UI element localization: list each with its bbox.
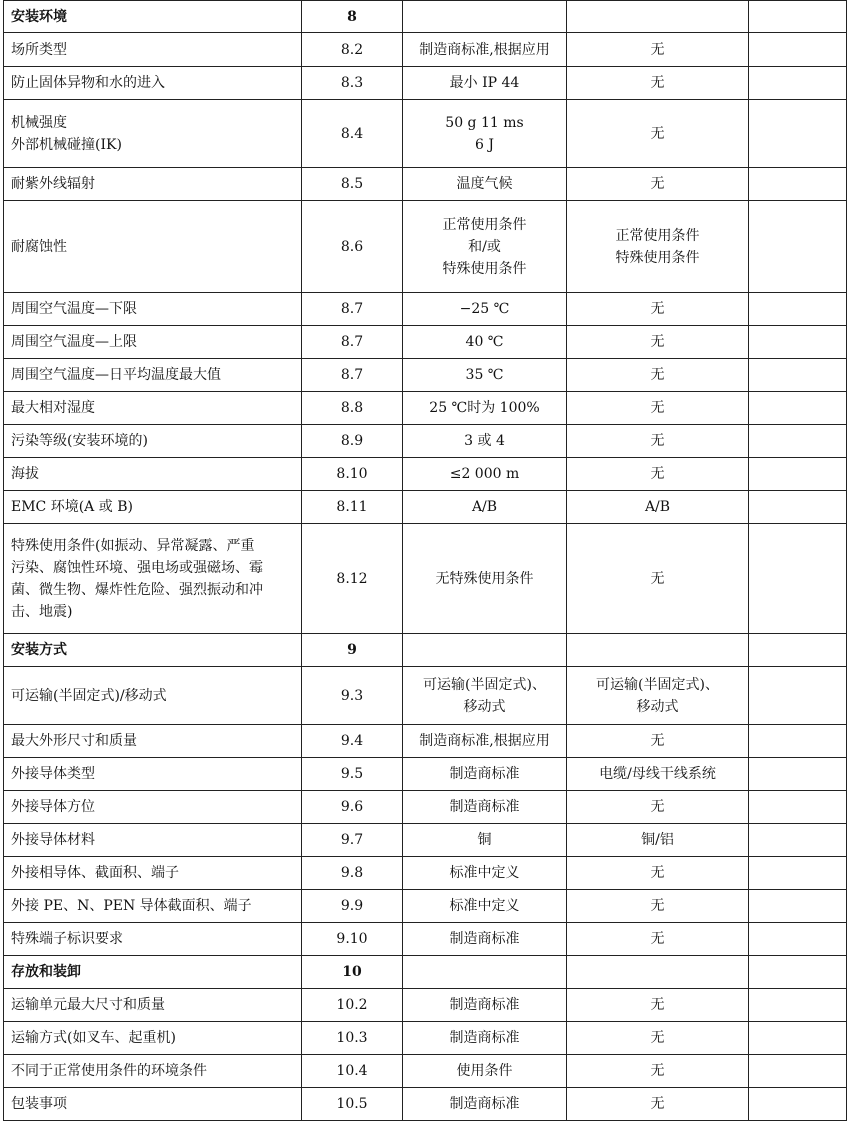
clause-number-cell: 10.2 — [302, 989, 403, 1022]
clause-number-cell: 10 — [302, 956, 403, 989]
section-header-row — [4, 956, 847, 989]
table-row — [4, 458, 847, 491]
table-row — [4, 425, 847, 458]
user-requirement-cell: 无 — [567, 293, 749, 326]
clause-number-cell: 8.11 — [302, 491, 403, 524]
table-row — [4, 824, 847, 857]
user-requirement-cell: 无 — [567, 923, 749, 956]
user-requirement-cell: 无 — [567, 326, 749, 359]
note-cell — [749, 392, 847, 425]
default-value-cell: 50 g 11 ms 6 J — [403, 100, 567, 168]
note-cell — [749, 67, 847, 100]
user-requirement-cell: A/B — [567, 491, 749, 524]
item-name-cell: 特殊使用条件(如振动、异常凝露、严重 污染、腐蚀性环境、强电场或强磁场、霉 菌、微生物、爆炸性危险、强烈振动和冲 击、地震) — [4, 524, 302, 634]
clause-number-cell: 9.7 — [302, 824, 403, 857]
note-cell — [749, 201, 847, 293]
note-cell — [749, 359, 847, 392]
clause-number-cell: 8.7 — [302, 293, 403, 326]
item-name-cell: 耐腐蚀性 — [4, 201, 302, 293]
note-cell — [749, 791, 847, 824]
clause-number-cell: 8.8 — [302, 392, 403, 425]
note-cell — [749, 1055, 847, 1088]
clause-number-cell: 10.5 — [302, 1088, 403, 1121]
note-cell — [749, 824, 847, 857]
user-requirement-cell: 无 — [567, 725, 749, 758]
user-requirement-cell: 正常使用条件 特殊使用条件 — [567, 201, 749, 293]
default-value-cell: 铜 — [403, 824, 567, 857]
item-name-cell: 包装事项 — [4, 1088, 302, 1121]
default-value-cell: 制造商标准 — [403, 791, 567, 824]
table-row — [4, 1055, 847, 1088]
default-value-cell: 35 ℃ — [403, 359, 567, 392]
item-name-cell: 外接导体材料 — [4, 824, 302, 857]
table-row — [4, 890, 847, 923]
clause-number-cell: 8.2 — [302, 33, 403, 67]
item-name-cell: 机械强度 外部机械碰撞(IK) — [4, 100, 302, 168]
user-requirement-cell — [567, 956, 749, 989]
default-value-cell: 最小 IP 44 — [403, 67, 567, 100]
clause-number-cell: 9.10 — [302, 923, 403, 956]
table-row — [4, 1088, 847, 1121]
default-value-cell: 3 或 4 — [403, 425, 567, 458]
note-cell — [749, 923, 847, 956]
table-row — [4, 100, 847, 168]
clause-number-cell: 9.3 — [302, 667, 403, 725]
clause-number-cell: 8.4 — [302, 100, 403, 168]
default-value-cell: 可运输(半固定式)、 移动式 — [403, 667, 567, 725]
table-row — [4, 392, 847, 425]
default-value-cell: 正常使用条件 和/或 特殊使用条件 — [403, 201, 567, 293]
note-cell — [749, 758, 847, 791]
clause-number-cell: 8.9 — [302, 425, 403, 458]
item-name-cell: 不同于正常使用条件的环境条件 — [4, 1055, 302, 1088]
clause-number-cell: 9.6 — [302, 791, 403, 824]
clause-number-cell: 9.8 — [302, 857, 403, 890]
note-cell — [749, 725, 847, 758]
default-value-cell: ≤2 000 m — [403, 458, 567, 491]
table-row — [4, 758, 847, 791]
table-row — [4, 359, 847, 392]
default-value-cell: 制造商标准,根据应用 — [403, 725, 567, 758]
default-value-cell: 无特殊使用条件 — [403, 524, 567, 634]
item-name-cell: 最大相对湿度 — [4, 392, 302, 425]
default-value-cell — [403, 956, 567, 989]
default-value-cell: 温度气候 — [403, 168, 567, 201]
table-row — [4, 1022, 847, 1055]
item-name-cell: 外接导体类型 — [4, 758, 302, 791]
user-requirement-cell: 可运输(半固定式)、 移动式 — [567, 667, 749, 725]
clause-number-cell: 9.9 — [302, 890, 403, 923]
requirements-table-body — [4, 1, 847, 1121]
note-cell — [749, 293, 847, 326]
item-name-cell: 安装环境 — [4, 1, 302, 33]
table-row — [4, 293, 847, 326]
item-name-cell: 场所类型 — [4, 33, 302, 67]
note-cell — [749, 458, 847, 491]
note-cell — [749, 989, 847, 1022]
user-requirement-cell: 无 — [567, 989, 749, 1022]
clause-number-cell: 9.4 — [302, 725, 403, 758]
default-value-cell — [403, 634, 567, 667]
user-requirement-cell: 无 — [567, 100, 749, 168]
note-cell — [749, 33, 847, 67]
note-cell — [749, 168, 847, 201]
item-name-cell: 防止固体异物和水的进入 — [4, 67, 302, 100]
note-cell — [749, 667, 847, 725]
clause-number-cell: 8.7 — [302, 326, 403, 359]
clause-number-cell: 8.6 — [302, 201, 403, 293]
note-cell — [749, 100, 847, 168]
clause-number-cell: 10.4 — [302, 1055, 403, 1088]
item-name-cell: 周围空气温度—下限 — [4, 293, 302, 326]
note-cell — [749, 524, 847, 634]
user-requirement-cell: 无 — [567, 524, 749, 634]
user-requirement-cell: 电缆/母线干线系统 — [567, 758, 749, 791]
note-cell — [749, 326, 847, 359]
table-row — [4, 326, 847, 359]
default-value-cell: 制造商标准 — [403, 989, 567, 1022]
default-value-cell: 标准中定义 — [403, 857, 567, 890]
table-row — [4, 491, 847, 524]
note-cell — [749, 890, 847, 923]
table-row — [4, 667, 847, 725]
default-value-cell: −25 ℃ — [403, 293, 567, 326]
default-value-cell: 使用条件 — [403, 1055, 567, 1088]
table-row — [4, 33, 847, 67]
note-cell — [749, 1, 847, 33]
table-row — [4, 201, 847, 293]
table-row — [4, 168, 847, 201]
item-name-cell: 运输单元最大尺寸和质量 — [4, 989, 302, 1022]
item-name-cell: 存放和装卸 — [4, 956, 302, 989]
default-value-cell: 制造商标准 — [403, 1022, 567, 1055]
user-requirement-cell: 无 — [567, 890, 749, 923]
note-cell — [749, 491, 847, 524]
item-name-cell: 可运输(半固定式)/移动式 — [4, 667, 302, 725]
user-requirement-cell: 无 — [567, 1088, 749, 1121]
user-requirement-cell: 无 — [567, 359, 749, 392]
user-requirement-cell: 无 — [567, 392, 749, 425]
user-requirement-cell: 无 — [567, 458, 749, 491]
clause-number-cell: 8.12 — [302, 524, 403, 634]
item-name-cell: 外接导体方位 — [4, 791, 302, 824]
user-requirement-cell — [567, 634, 749, 667]
default-value-cell: 40 ℃ — [403, 326, 567, 359]
default-value-cell: 标准中定义 — [403, 890, 567, 923]
item-name-cell: 外接 PE、N、PEN 导体截面积、端子 — [4, 890, 302, 923]
default-value-cell — [403, 1, 567, 33]
user-requirement-cell: 无 — [567, 67, 749, 100]
item-name-cell: 最大外形尺寸和质量 — [4, 725, 302, 758]
table-row — [4, 989, 847, 1022]
section-header-row — [4, 634, 847, 667]
user-requirement-cell: 无 — [567, 33, 749, 67]
note-cell — [749, 1022, 847, 1055]
item-name-cell: 特殊端子标识要求 — [4, 923, 302, 956]
item-name-cell: 外接相导体、截面积、端子 — [4, 857, 302, 890]
default-value-cell: 制造商标准 — [403, 758, 567, 791]
note-cell — [749, 1088, 847, 1121]
clause-number-cell: 8.7 — [302, 359, 403, 392]
note-cell — [749, 956, 847, 989]
table-row — [4, 857, 847, 890]
requirements-table — [3, 0, 847, 1121]
user-requirement-cell: 无 — [567, 791, 749, 824]
item-name-cell: EMC 环境(A 或 B) — [4, 491, 302, 524]
clause-number-cell: 8.5 — [302, 168, 403, 201]
clause-number-cell: 9.5 — [302, 758, 403, 791]
item-name-cell: 海拔 — [4, 458, 302, 491]
section-header-row — [4, 1, 847, 33]
item-name-cell: 周围空气温度—日平均温度最大值 — [4, 359, 302, 392]
item-name-cell: 运输方式(如叉车、起重机) — [4, 1022, 302, 1055]
note-cell — [749, 857, 847, 890]
clause-number-cell: 8.10 — [302, 458, 403, 491]
item-name-cell: 污染等级(安装环境的) — [4, 425, 302, 458]
table-row — [4, 923, 847, 956]
clause-number-cell: 8.3 — [302, 67, 403, 100]
table-row — [4, 524, 847, 634]
user-requirement-cell: 无 — [567, 1055, 749, 1088]
note-cell — [749, 634, 847, 667]
user-requirement-cell: 无 — [567, 425, 749, 458]
clause-number-cell: 8 — [302, 1, 403, 33]
default-value-cell: 制造商标准 — [403, 923, 567, 956]
clause-number-cell: 9 — [302, 634, 403, 667]
table-row — [4, 67, 847, 100]
table-row — [4, 791, 847, 824]
table-row — [4, 725, 847, 758]
user-requirement-cell: 无 — [567, 168, 749, 201]
item-name-cell: 安装方式 — [4, 634, 302, 667]
user-requirement-cell — [567, 1, 749, 33]
default-value-cell: A/B — [403, 491, 567, 524]
default-value-cell: 制造商标准,根据应用 — [403, 33, 567, 67]
user-requirement-cell: 无 — [567, 857, 749, 890]
default-value-cell: 25 ℃时为 100% — [403, 392, 567, 425]
clause-number-cell: 10.3 — [302, 1022, 403, 1055]
user-requirement-cell: 铜/铝 — [567, 824, 749, 857]
default-value-cell: 制造商标准 — [403, 1088, 567, 1121]
note-cell — [749, 425, 847, 458]
user-requirement-cell: 无 — [567, 1022, 749, 1055]
item-name-cell: 耐紫外线辐射 — [4, 168, 302, 201]
item-name-cell: 周围空气温度—上限 — [4, 326, 302, 359]
